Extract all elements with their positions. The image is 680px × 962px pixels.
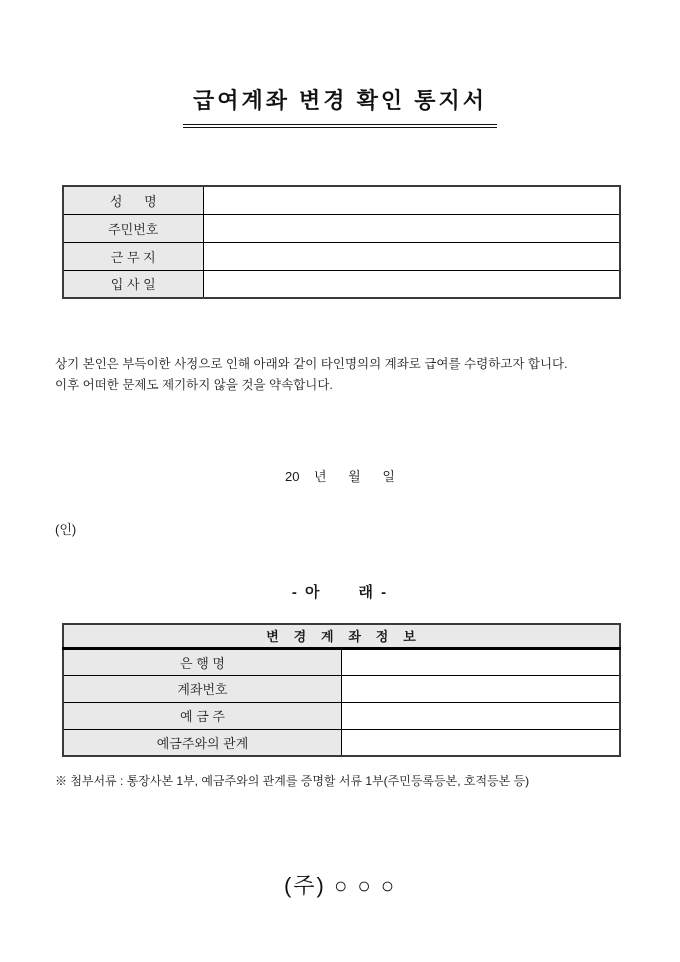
table-row xyxy=(63,648,620,675)
relationship-field[interactable] xyxy=(342,729,621,756)
seal-label: (인) xyxy=(55,522,77,537)
workplace-label: 근 무 지 xyxy=(63,242,203,270)
bank-name-label: 은 행 명 xyxy=(63,648,342,675)
bank-name-field[interactable] xyxy=(342,648,621,675)
personal-info-table xyxy=(62,185,621,299)
hire-date-label: 입 사 일 xyxy=(63,270,203,298)
resident-number-field[interactable] xyxy=(203,214,620,242)
account-table-header: 변 경 계 좌 정 보 xyxy=(63,624,620,648)
declaration-line-1: 상기 본인은 부득이한 사정으로 인해 아래와 같이 타인명의의 계좌로 급여를 수령하고자 합니다. xyxy=(55,357,568,371)
table-row xyxy=(63,729,620,756)
table-row xyxy=(63,242,620,270)
below-heading: - 아 래 - xyxy=(291,584,389,601)
relationship-label: 예금주와의 관계 xyxy=(63,729,342,756)
company-name: (주) ○ ○ ○ xyxy=(283,873,397,898)
name-field[interactable] xyxy=(203,186,620,214)
table-row xyxy=(63,186,620,214)
account-info-table xyxy=(62,623,621,757)
account-number-label: 계좌번호 xyxy=(63,675,342,702)
name-label: 성 명 xyxy=(63,186,203,214)
account-holder-label: 예 금 주 xyxy=(63,702,342,729)
resident-number-label: 주민번호 xyxy=(63,214,203,242)
page-title: 급여계좌 변경 확인 통지서 xyxy=(183,84,497,128)
declaration-paragraph xyxy=(55,354,632,396)
account-number-field[interactable] xyxy=(342,675,621,702)
table-row xyxy=(63,675,620,702)
hire-date-field[interactable] xyxy=(203,270,620,298)
table-row xyxy=(63,702,620,729)
date-line: 20 년 월 일 xyxy=(285,469,395,484)
declaration-line-2: 이후 어떠한 문제도 제기하지 않을 것을 약속합니다. xyxy=(55,378,333,392)
title-block xyxy=(0,0,680,128)
account-holder-field[interactable] xyxy=(342,702,621,729)
attachment-note: ※ 첨부서류 : 통장사본 1부, 예금주와의 관계를 증명할 서류 1부(주민등록등본, 호적등본 등) xyxy=(55,774,530,788)
table-header-row xyxy=(63,624,620,648)
table-row xyxy=(63,214,620,242)
table-row xyxy=(63,270,620,298)
workplace-field[interactable] xyxy=(203,242,620,270)
